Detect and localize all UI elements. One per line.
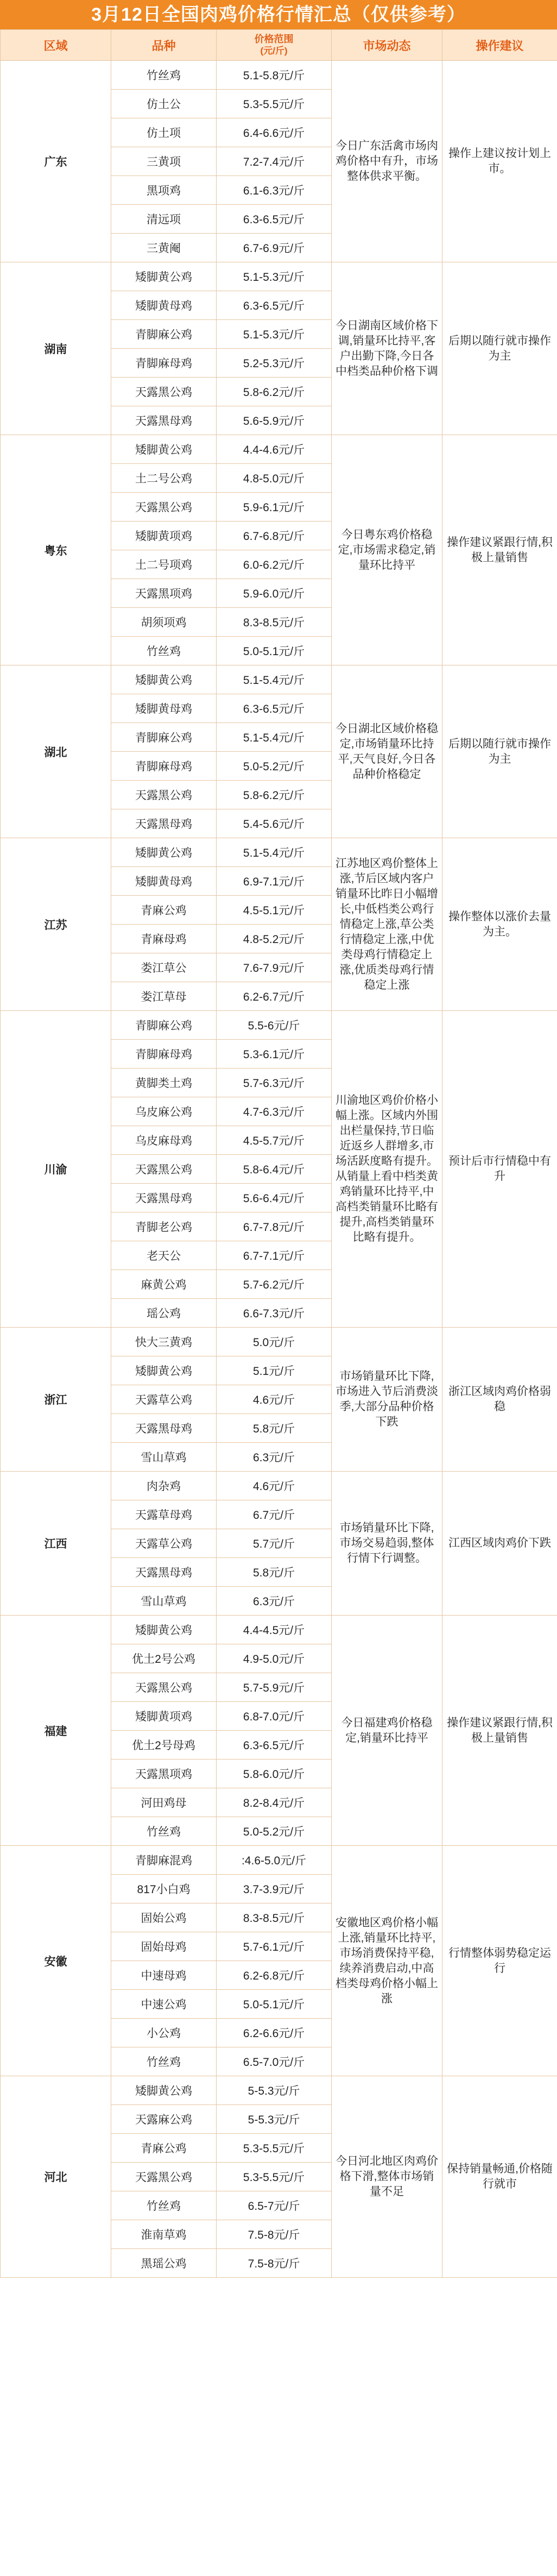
market-dynamics: 今日河北地区肉鸡价格下滑,整体市场销量不足 <box>332 2076 442 2278</box>
sheet-title: 3月12日全国肉鸡价格行情汇总（仅供参考） <box>0 0 557 29</box>
variety-cell: 矮脚黄公鸡 <box>111 838 217 867</box>
variety-cell: 矮脚黄公鸡 <box>111 2076 217 2105</box>
price-cell: 4.8-5.0元/斤 <box>217 464 332 493</box>
variety-cell: 淮南草鸡 <box>111 2220 217 2249</box>
region-name: 湖南 <box>1 262 111 435</box>
price-cell: 4.5-5.7元/斤 <box>217 1126 332 1155</box>
variety-cell: 三黄项 <box>111 147 217 176</box>
variety-cell: 竹丝鸡 <box>111 2191 217 2220</box>
price-cell: 6.5-7.0元/斤 <box>217 2047 332 2076</box>
variety-cell: 矮脚黄母鸡 <box>111 694 217 723</box>
variety-cell: 矮脚黄公鸡 <box>111 1616 217 1644</box>
table-row <box>1 1011 557 1040</box>
header-price <box>217 30 332 61</box>
market-dynamics: 今日福建鸡价格稳定,销量环比持平 <box>332 1616 442 1846</box>
variety-cell: 优土2号公鸡 <box>111 1644 217 1673</box>
variety-cell: 竹丝鸡 <box>111 1817 217 1846</box>
variety-cell: 麻黄公鸡 <box>111 1270 217 1299</box>
variety-cell: 天露麻公鸡 <box>111 2105 217 2134</box>
variety-cell: 固始公鸡 <box>111 1903 217 1932</box>
price-cell: 6.2-6.8元/斤 <box>217 1961 332 1990</box>
operation-advice: 后期以随行就市操作为主 <box>442 262 557 435</box>
variety-cell: 天露黑公鸡 <box>111 2163 217 2191</box>
variety-cell: 矮脚黄公鸡 <box>111 1356 217 1385</box>
price-cell: 5.3-5.5元/斤 <box>217 2163 332 2191</box>
variety-cell: 天露黑公鸡 <box>111 781 217 809</box>
variety-cell: 天露黑母鸡 <box>111 1558 217 1587</box>
price-cell: 8.2-8.4元/斤 <box>217 1788 332 1817</box>
price-table <box>0 29 557 2278</box>
market-dynamics: 今日湖北区域价格稳定,市场销量环比持平,天气良好,今日各品种价格稳定 <box>332 665 442 838</box>
region-name: 河北 <box>1 2076 111 2278</box>
price-cell: 6.7-6.8元/斤 <box>217 522 332 550</box>
price-cell: 5.1-5.4元/斤 <box>217 665 332 694</box>
price-cell: 8.3-8.5元/斤 <box>217 608 332 637</box>
operation-advice: 操作建议紧跟行情,积极上量销售 <box>442 435 557 665</box>
table-body <box>1 61 557 2278</box>
price-cell: 5.1-5.3元/斤 <box>217 320 332 349</box>
market-dynamics: 今日广东活禽市场肉鸡价格中有升，市场整体供求平衡。 <box>332 61 442 262</box>
price-cell: 5.3-6.1元/斤 <box>217 1040 332 1069</box>
table-row <box>1 1328 557 1356</box>
variety-cell: 土二号项鸡 <box>111 550 217 579</box>
variety-cell: 优土2号母鸡 <box>111 1731 217 1760</box>
market-dynamics: 江苏地区鸡价整体上涨,节后区域内客户销量环比昨日小幅增长,中低档类公鸡行情稳定上涨,草公类行情稳定上涨,中优类母鸡行情稳定上涨,优质类母鸡行情稳定上涨 <box>332 838 442 1011</box>
price-cell: 6.5-7元/斤 <box>217 2191 332 2220</box>
price-cell: 7.5-8元/斤 <box>217 2220 332 2249</box>
price-cell: 7.5-8元/斤 <box>217 2249 332 2278</box>
price-cell: 5-5.3元/斤 <box>217 2076 332 2105</box>
region-name: 福建 <box>1 1616 111 1846</box>
variety-cell: 天露黑项鸡 <box>111 1760 217 1788</box>
price-cell: 6.7-7.1元/斤 <box>217 1241 332 1270</box>
price-cell: 5.7-6.3元/斤 <box>217 1069 332 1097</box>
price-cell: 5.7元/斤 <box>217 1529 332 1558</box>
variety-cell: 乌皮麻母鸡 <box>111 1126 217 1155</box>
price-cell: 5.0-5.2元/斤 <box>217 752 332 781</box>
operation-advice: 浙江区域肉鸡价格弱稳 <box>442 1328 557 1472</box>
price-cell: 7.2-7.4元/斤 <box>217 147 332 176</box>
market-dynamics: 川渝地区鸡价价格小幅上涨。区域内外围出栏量保持,节日临近返乡人群增多,市场活跃度略有提升。从销量上看中档类黄鸡销量环比持平,中高档类销量环比略有提升,高档类销量环比略有提升。 <box>332 1011 442 1328</box>
variety-cell: 胡须项鸡 <box>111 608 217 637</box>
operation-advice: 后期以随行就市操作为主 <box>442 665 557 838</box>
variety-cell: 黑瑶公鸡 <box>111 2249 217 2278</box>
variety-cell: 仿土公 <box>111 90 217 118</box>
variety-cell: 仿土项 <box>111 118 217 147</box>
region-name: 川渝 <box>1 1011 111 1328</box>
variety-cell: 土二号公鸡 <box>111 464 217 493</box>
price-cell: 6.4-6.6元/斤 <box>217 118 332 147</box>
variety-cell: 中速公鸡 <box>111 1990 217 2019</box>
variety-cell: 天露黑公鸡 <box>111 493 217 522</box>
variety-cell: 青脚麻母鸡 <box>111 1040 217 1069</box>
price-cell: 6.3元/斤 <box>217 1443 332 1472</box>
variety-cell: 矮脚黄公鸡 <box>111 262 217 291</box>
operation-advice: 行情整体弱势稳定运行 <box>442 1846 557 2076</box>
variety-cell: 青脚老公鸡 <box>111 1212 217 1241</box>
variety-cell: 娄江草母 <box>111 982 217 1011</box>
variety-cell: 老天公 <box>111 1241 217 1270</box>
region-name: 粤东 <box>1 435 111 665</box>
variety-cell: 小公鸡 <box>111 2019 217 2047</box>
operation-advice: 操作上建议按计划上市。 <box>442 61 557 262</box>
table-row <box>1 1616 557 1644</box>
price-cell: 5.6-5.9元/斤 <box>217 406 332 435</box>
region-name: 浙江 <box>1 1328 111 1472</box>
variety-cell: 黄脚类土鸡 <box>111 1069 217 1097</box>
market-dynamics: 市场销量环比下降,市场交易趋弱,整体行情下行调整。 <box>332 1472 442 1616</box>
price-cell: 5.8-6.2元/斤 <box>217 781 332 809</box>
variety-cell: 天露黑母鸡 <box>111 1414 217 1443</box>
variety-cell: 天露黑公鸡 <box>111 378 217 406</box>
market-dynamics: 市场销量环比下降,市场进入节后消费淡季,大部分品种价格下跌 <box>332 1328 442 1472</box>
variety-cell: 青麻公鸡 <box>111 896 217 925</box>
variety-cell: 竹丝鸡 <box>111 2047 217 2076</box>
region-name: 江西 <box>1 1472 111 1616</box>
price-cell: 5-5.3元/斤 <box>217 2105 332 2134</box>
price-cell: 4.4-4.6元/斤 <box>217 435 332 464</box>
variety-cell: 河田鸡母 <box>111 1788 217 1817</box>
variety-cell: 肉杂鸡 <box>111 1472 217 1500</box>
table-header-row <box>1 30 557 61</box>
variety-cell: 黑项鸡 <box>111 176 217 205</box>
variety-cell: 雪山草鸡 <box>111 1587 217 1616</box>
price-cell: 5.5-6元/斤 <box>217 1011 332 1040</box>
price-cell: 6.8-7.0元/斤 <box>217 1702 332 1731</box>
price-cell: 5.6-6.4元/斤 <box>217 1184 332 1212</box>
variety-cell: 天露黑公鸡 <box>111 1673 217 1702</box>
price-cell: 5.1-5.3元/斤 <box>217 262 332 291</box>
price-cell: 5.3-5.5元/斤 <box>217 2134 332 2163</box>
variety-cell: 天露黑母鸡 <box>111 809 217 838</box>
region-name: 广东 <box>1 61 111 262</box>
operation-advice: 操作建议紧跟行情,积极上量销售 <box>442 1616 557 1846</box>
variety-cell: 天露黑公鸡 <box>111 1155 217 1184</box>
price-cell: 5.7-6.2元/斤 <box>217 1270 332 1299</box>
price-cell: 6.3元/斤 <box>217 1587 332 1616</box>
price-cell: 6.0-6.2元/斤 <box>217 550 332 579</box>
variety-cell: 矮脚黄项鸡 <box>111 522 217 550</box>
variety-cell: 青脚麻混鸡 <box>111 1846 217 1875</box>
price-cell: 6.1-6.3元/斤 <box>217 176 332 205</box>
variety-cell: 青麻母鸡 <box>111 925 217 953</box>
price-cell: 6.7元/斤 <box>217 1500 332 1529</box>
variety-cell: 青脚麻公鸡 <box>111 723 217 752</box>
price-cell: 5.3-5.5元/斤 <box>217 90 332 118</box>
price-cell: 5.1-5.4元/斤 <box>217 838 332 867</box>
variety-cell: 天露黑项鸡 <box>111 579 217 608</box>
operation-advice: 预计后市行情稳中有升 <box>442 1011 557 1328</box>
price-cell: 4.9-5.0元/斤 <box>217 1644 332 1673</box>
price-cell: 6.2-6.7元/斤 <box>217 982 332 1011</box>
header-advice: 操作建议 <box>442 30 557 61</box>
table-row <box>1 435 557 464</box>
price-cell: 3.7-3.9元/斤 <box>217 1875 332 1903</box>
price-cell: 5.7-5.9元/斤 <box>217 1673 332 1702</box>
table-row <box>1 2076 557 2105</box>
variety-cell: 雪山草鸡 <box>111 1443 217 1472</box>
price-cell: 5.8-6.4元/斤 <box>217 1155 332 1184</box>
header-price-unit: (元/斤) <box>260 46 288 56</box>
price-cell: 5.8元/斤 <box>217 1558 332 1587</box>
operation-advice: 江西区域肉鸡价下跌 <box>442 1472 557 1616</box>
price-cell: 4.6元/斤 <box>217 1472 332 1500</box>
variety-cell: 青脚麻母鸡 <box>111 752 217 781</box>
variety-cell: 青麻公鸡 <box>111 2134 217 2163</box>
price-cell: 5.0元/斤 <box>217 1328 332 1356</box>
variety-cell: 竹丝鸡 <box>111 61 217 90</box>
variety-cell: 矮脚黄母鸡 <box>111 291 217 320</box>
variety-cell: 青脚麻公鸡 <box>111 1011 217 1040</box>
market-dynamics: 今日粤东鸡价格稳定,市场需求稳定,销量环比持平 <box>332 435 442 665</box>
price-cell: 4.5-5.1元/斤 <box>217 896 332 925</box>
variety-cell: 中速母鸡 <box>111 1961 217 1990</box>
header-price-label: 价格范围 <box>254 34 294 45</box>
price-cell: 6.7-6.9元/斤 <box>217 234 332 262</box>
region-name: 安徽 <box>1 1846 111 2076</box>
variety-cell: 矮脚黄公鸡 <box>111 665 217 694</box>
price-cell: 6.2-6.6元/斤 <box>217 2019 332 2047</box>
price-cell: 4.8-5.2元/斤 <box>217 925 332 953</box>
price-cell: 6.3-6.5元/斤 <box>217 1731 332 1760</box>
price-cell: 5.1-5.8元/斤 <box>217 61 332 90</box>
operation-advice: 保持销量畅通,价格随行就市 <box>442 2076 557 2278</box>
variety-cell: 天露黑母鸡 <box>111 1184 217 1212</box>
variety-cell: 817小白鸡 <box>111 1875 217 1903</box>
variety-cell: 青脚麻母鸡 <box>111 349 217 378</box>
variety-cell: 三黄阉 <box>111 234 217 262</box>
price-cell: 5.4-5.6元/斤 <box>217 809 332 838</box>
variety-cell: 乌皮麻公鸡 <box>111 1097 217 1126</box>
header-region: 区域 <box>1 30 111 61</box>
variety-cell: 竹丝鸡 <box>111 637 217 665</box>
price-cell: 6.3-6.5元/斤 <box>217 291 332 320</box>
table-row <box>1 838 557 867</box>
variety-cell: 娄江草公 <box>111 953 217 982</box>
region-name: 江苏 <box>1 838 111 1011</box>
variety-cell: 快大三黄鸡 <box>111 1328 217 1356</box>
price-cell: 6.7-7.8元/斤 <box>217 1212 332 1241</box>
table-row <box>1 1472 557 1500</box>
header-dynamics: 市场动态 <box>332 30 442 61</box>
price-cell: 8.3-8.5元/斤 <box>217 1903 332 1932</box>
variety-cell: 清远项 <box>111 205 217 234</box>
price-cell: 5.0-5.2元/斤 <box>217 1817 332 1846</box>
market-dynamics: 今日湖南区域价格下调,销量环比持平,客户出勤下降,今日各中档类品种价格下调 <box>332 262 442 435</box>
price-cell: 4.6元/斤 <box>217 1385 332 1414</box>
price-cell: 6.3-6.5元/斤 <box>217 205 332 234</box>
price-cell: 5.7-6.1元/斤 <box>217 1932 332 1961</box>
price-cell: 5.9-6.1元/斤 <box>217 493 332 522</box>
price-cell: 5.0-5.1元/斤 <box>217 637 332 665</box>
operation-advice: 操作整体以涨价去量为主。 <box>442 838 557 1011</box>
variety-cell: 天露草公鸡 <box>111 1385 217 1414</box>
variety-cell: 矮脚黄母鸡 <box>111 867 217 896</box>
price-cell: 5.1-5.4元/斤 <box>217 723 332 752</box>
price-cell: 4.7-6.3元/斤 <box>217 1097 332 1126</box>
price-cell: 5.8元/斤 <box>217 1414 332 1443</box>
price-cell: 6.6-7.3元/斤 <box>217 1299 332 1328</box>
header-variety: 品种 <box>111 30 217 61</box>
price-cell: 4.4-4.5元/斤 <box>217 1616 332 1644</box>
region-name: 湖北 <box>1 665 111 838</box>
variety-cell: 矮脚黄项鸡 <box>111 1702 217 1731</box>
price-cell: 5.0-5.1元/斤 <box>217 1990 332 2019</box>
price-cell: 7.6-7.9元/斤 <box>217 953 332 982</box>
price-cell: 6.3-6.5元/斤 <box>217 694 332 723</box>
variety-cell: 瑶公鸡 <box>111 1299 217 1328</box>
variety-cell: 天露草公鸡 <box>111 1529 217 1558</box>
table-row <box>1 262 557 291</box>
table-row <box>1 61 557 90</box>
variety-cell: 矮脚黄公鸡 <box>111 435 217 464</box>
price-cell: 5.1元/斤 <box>217 1356 332 1385</box>
price-cell: 5.9-6.0元/斤 <box>217 579 332 608</box>
price-cell: 5.2-5.3元/斤 <box>217 349 332 378</box>
price-cell: 5.8-6.0元/斤 <box>217 1760 332 1788</box>
price-cell: :4.6-5.0元/斤 <box>217 1846 332 1875</box>
price-cell: 6.9-7.1元/斤 <box>217 867 332 896</box>
table-row <box>1 665 557 694</box>
variety-cell: 天露黑母鸡 <box>111 406 217 435</box>
price-cell: 5.8-6.2元/斤 <box>217 378 332 406</box>
variety-cell: 天露草母鸡 <box>111 1500 217 1529</box>
market-dynamics: 安徽地区鸡价格小幅上涨,销量环比持平,市场消费保持平稳,续养消费启动,中高档类母鸡价格小幅上涨 <box>332 1846 442 2076</box>
variety-cell: 固始母鸡 <box>111 1932 217 1961</box>
table-row <box>1 1846 557 1875</box>
variety-cell: 青脚麻公鸡 <box>111 320 217 349</box>
